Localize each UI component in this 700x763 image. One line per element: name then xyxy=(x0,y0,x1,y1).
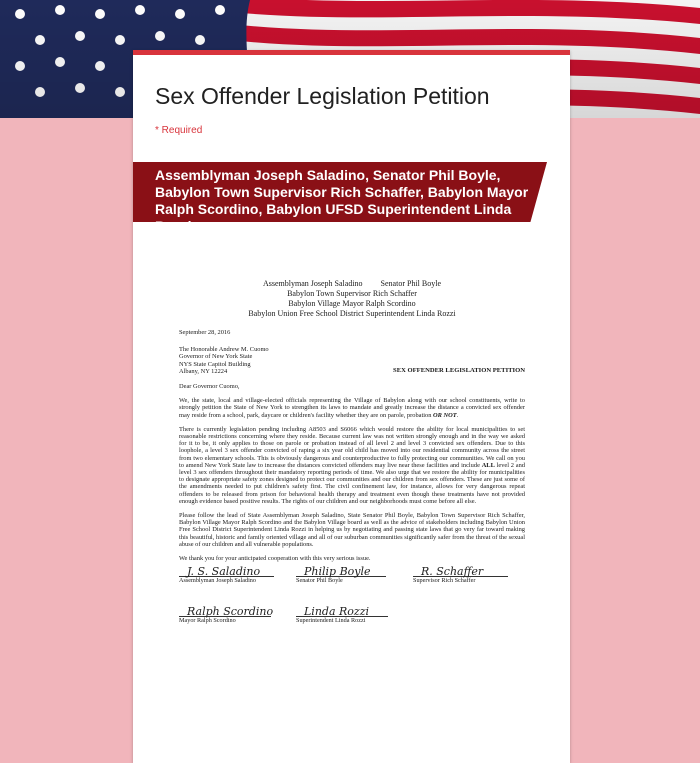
address-line: NYS State Capitol Building xyxy=(179,360,251,368)
recipient-address xyxy=(179,346,525,375)
paragraph-3: Please follow the lead of State Assemblyman Joseph Saladino, State Senator Phil Boyle, Babylon Town Supervisor Rich Schaffer, Babylon Village Mayor Ralph Scordino and the Babylon Village board as well as the advice of stakeholders including Babylon Union Free School District Superintendent Linda Rozzi in helping us by negotiating and passing state laws that go very far toward making this beautiful, historic and family oriented village and all of our suburban communities significantly safer from the threat of the sexual abuse of our children and all vulnerable populations. xyxy=(179,512,525,548)
paragraph-2 xyxy=(179,426,525,505)
form-title: Sex Offender Legislation Petition xyxy=(155,83,490,109)
signature-scordino xyxy=(179,605,274,625)
signature-scribble: Linda Rozzi xyxy=(304,605,370,619)
signature-boyle xyxy=(296,565,386,585)
signature-name: Supervisor Rich Schaffer xyxy=(413,577,476,585)
letterhead-boyle: Senator Phil Boyle xyxy=(380,279,441,288)
letterhead-schaffer: Babylon Town Supervisor Rich Schaffer xyxy=(287,289,417,298)
paragraph-2-bold: ALL xyxy=(481,461,495,469)
address-line: The Honorable Andrew M. Cuomo xyxy=(179,346,269,354)
signature-name: Mayor Ralph Scordino xyxy=(179,617,236,625)
paragraph-1: We, the state, local and village-elected officials representing the Village of Babylon along with our school constituents, write to strongly petition the State of New York to strengthen its laws to mandate and greatly increase the distance a convicted sex offender may reside from a school, park, daycare or children's facility whether they are on parole, probation OR NOT. xyxy=(179,397,525,419)
paragraph-1-emphasis: OR NOT xyxy=(433,411,457,419)
paragraph-2-text-a: There is currently legislation pending including A8503 and S6066 which would restore the ability for local municipalities to set reasonable restrictions concerning where they reside. Because current law was not written strongly enough and in the way we asked for it to be, it only applies to those on parole or probation instead of all level 2 and level 3 convicted sex offenders. Due to this loophole, a level 3 sex offender convicted of raping a six year old child has moved into our residential community across the street from two elementary schools. This is obviously dangerous and counterproductive to fully protecting our communities. We call on you to amend New York State law to increase the distances convicted offenders may live near these facilities and include xyxy=(179,425,525,469)
letter-date: September 28, 2016 xyxy=(179,329,231,336)
signature-scribble: Ralph Scordino xyxy=(187,605,274,619)
signature-rozzi xyxy=(296,605,388,625)
letterhead-scordino: Babylon Village Mayor Ralph Scordino xyxy=(288,299,416,308)
paragraph-1-text: We, the state, local and village-elected officials representing the Village of Babylon along with our school constituents, write to strongly petition the State of New York to strengthen its laws to mandate and greatly increase the distance a convicted sex offender may reside from a school, park, daycare or children's facility whether they are on parole, probation xyxy=(179,397,525,419)
letterhead-rozzi: Babylon Union Free School District Superintendent Linda Rozzi xyxy=(248,309,456,318)
section-title: Assemblyman Joseph Saladino, Senator Phil Boyle, Babylon Town Supervisor Rich Schaffer, Babylon Mayor Ralph Scordino, Babylon UFSD Superintendent Linda Rozzi xyxy=(155,167,529,234)
signature-scribble: J. S. Saladino xyxy=(187,565,261,579)
letterhead-saladino: Assemblyman Joseph Saladino xyxy=(263,279,363,288)
signature-scribble: R. Schaffer xyxy=(421,565,484,579)
letterhead xyxy=(179,279,525,319)
signature-name: Superintendent Linda Rozzi xyxy=(296,617,366,625)
petition-title: SEX OFFENDER LEGISLATION PETITION xyxy=(393,367,525,375)
petition-letter-image xyxy=(179,279,525,648)
signature-scribble: Philip Boyle xyxy=(304,565,371,579)
form-card xyxy=(133,50,570,763)
address-line: Albany, NY 12224 xyxy=(179,367,228,375)
signature-saladino xyxy=(179,565,274,585)
required-note: * Required xyxy=(155,125,203,136)
paragraph-4: We thank you for your anticipated cooperation with this very serious issue. xyxy=(179,555,371,563)
signature-name: Senator Phil Boyle xyxy=(296,577,343,585)
address-line: Governor of New York State xyxy=(179,353,253,361)
signature-block xyxy=(179,565,525,648)
paragraph-2-text-b: level 2 and level 3 sex offenders throughout their mandatory reporting periods of time. We also urge that we restore the ability for municipalities to designate appropriate safety zones designed to protect our communities and our children from sex offenders. These are just some of the amendments needed to put children's safety first. The civil confinement law, for instance, allows for very dangerous repeat offenders to be released from prison for behavioral health therapy and treatment even though these treatments have not provided enough evidence based positive results. The rights of our children and our neighborhoods must come before all else. xyxy=(179,461,525,505)
signature-name: Assemblyman Joseph Saladino xyxy=(179,577,256,585)
signature-schaffer xyxy=(413,565,508,585)
salutation: Dear Governor Cuomo, xyxy=(179,383,240,391)
